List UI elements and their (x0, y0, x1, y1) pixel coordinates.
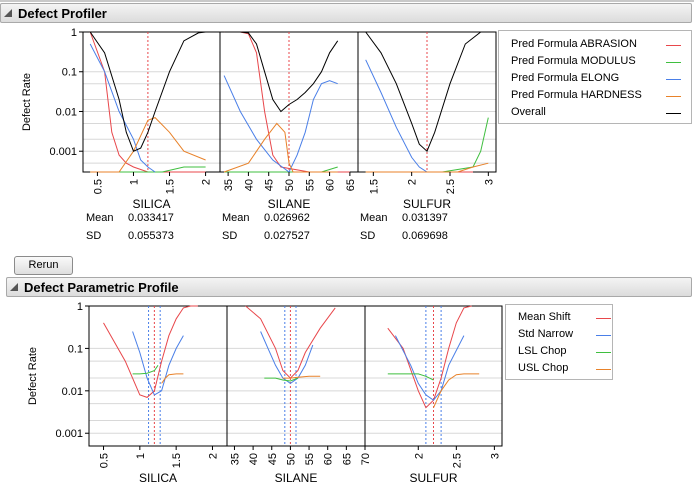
y-tick-label: 0.01 (55, 106, 77, 119)
panel-silica (83, 32, 220, 211)
defect-profiler-legend (498, 30, 692, 124)
x-tick-label: 50 (285, 453, 298, 466)
x-tick-label: 2 (413, 453, 426, 460)
x-tick-label: 55 (304, 453, 317, 466)
silica-sd-label: SD (86, 230, 102, 242)
defect-profiler-chart (0, 24, 500, 214)
series-mean-shift (104, 306, 198, 397)
x-axis-label: SILANE (267, 197, 311, 211)
collapse-triangle-icon[interactable] (10, 283, 18, 291)
x-tick-label: 1.5 (368, 179, 381, 195)
x-tick-label: 65 (341, 453, 354, 466)
x-tick-label: 1 (134, 453, 147, 460)
x-tick-label: 50 (284, 179, 296, 192)
x-tick-label: 55 (304, 179, 317, 192)
x-tick-label: 45 (266, 453, 279, 466)
defect-parametric-profile-title: Defect Parametric Profile (24, 280, 179, 295)
x-tick-label: 2.5 (445, 179, 457, 195)
series-pred-formula-modulus (224, 167, 338, 172)
x-tick-label: 2.5 (451, 453, 464, 469)
y-tick-label: 0.001 (55, 428, 83, 441)
legend-item-hardness[interactable]: Pred Formula HARDNESS (511, 89, 642, 105)
x-axis-label: SILANE (274, 471, 318, 485)
silane-mean-label: Mean (222, 212, 250, 224)
panel-silane (220, 32, 358, 211)
legend-item-overall[interactable]: Overall (511, 106, 546, 122)
y-tick-label: 0.1 (67, 343, 83, 356)
x-axis-label: SULFUR (402, 197, 452, 211)
panel-silica (89, 306, 227, 485)
defect-parametric-profile-chart (0, 298, 500, 486)
silica-sd-value: 0.055373 (128, 230, 174, 242)
defect-profiler-title: Defect Profiler (18, 6, 107, 21)
x-tick-label: 1.5 (164, 179, 177, 195)
x-tick-label: 40 (243, 179, 256, 192)
legend-item-lsl-chop[interactable]: LSL Chop (518, 345, 567, 361)
x-tick-label: 3 (483, 179, 496, 186)
silane-sd-value: 0.027527 (264, 230, 310, 242)
silane-mean-value: 0.026962 (264, 212, 310, 224)
sulfur-sd-label: SD (360, 230, 376, 242)
x-tick-label: 60 (322, 453, 335, 466)
y-tick-label: 0.1 (61, 66, 77, 79)
legend-item-elong[interactable]: Pred Formula ELONG (511, 72, 619, 88)
y-tick-label: 0.01 (61, 385, 83, 398)
silica-mean-value: 0.033417 (128, 212, 174, 224)
legend-item-modulus[interactable]: Pred Formula MODULUS (511, 55, 636, 71)
defect-parametric-profile-header[interactable] (6, 277, 692, 297)
window-top-strip (0, 0, 694, 2)
series-pred-formula-elong (366, 60, 435, 172)
x-tick-label: 60 (324, 179, 337, 192)
legend-item-std-narrow[interactable]: Std Narrow (518, 328, 573, 344)
series-std-narrow (261, 332, 313, 384)
x-tick-label: 65 (344, 179, 357, 192)
x-tick-label: 1.5 (171, 453, 184, 469)
series-std-narrow (133, 332, 184, 395)
panel-silane (227, 306, 372, 485)
x-tick-label: 40 (248, 453, 261, 466)
x-tick-label: 2 (200, 179, 213, 186)
silane-sd-label: SD (222, 230, 238, 242)
x-tick-label: 45 (263, 179, 276, 192)
x-tick-label: 2 (207, 453, 220, 460)
x-tick-label: 3 (489, 453, 502, 460)
x-tick-label: 35 (229, 453, 242, 466)
defect-profiler-header[interactable] (0, 3, 692, 23)
y-axis-label: Defect Rate (21, 72, 33, 132)
series-overall (90, 32, 220, 151)
x-axis-label: SILICA (138, 471, 178, 485)
rerun-button[interactable]: Rerun (14, 256, 73, 275)
x-tick-label: 35 (223, 179, 236, 192)
sulfur-mean-value: 0.031397 (402, 212, 448, 224)
y-axis-label: Defect Rate (27, 346, 39, 406)
series-pred-formula-hardness (224, 123, 338, 172)
x-axis-label: SULFUR (409, 471, 458, 485)
x-tick-label: 0.5 (98, 453, 111, 469)
x-axis-label: SILICA (132, 197, 171, 211)
y-tick-label: 0.001 (49, 146, 77, 159)
silica-mean-label: Mean (86, 212, 114, 224)
series-pred-formula-elong (90, 44, 155, 172)
collapse-triangle-icon[interactable] (4, 9, 12, 17)
x-tick-label: 2 (406, 179, 419, 186)
series-lsl-chop (388, 374, 434, 380)
panel-sulfur (358, 32, 496, 211)
series-mean-shift (388, 306, 472, 408)
panel-sulfur (365, 306, 502, 485)
legend-item-abrasion[interactable]: Pred Formula ABRASION (511, 38, 637, 54)
x-tick-label: 1 (128, 179, 141, 186)
legend-item-mean-shift[interactable]: Mean Shift (518, 311, 571, 327)
sulfur-sd-value: 0.069698 (402, 230, 448, 242)
y-tick-label: 1 (76, 301, 83, 313)
y-tick-label: 1 (70, 27, 77, 39)
sulfur-mean-label: Mean (360, 212, 388, 224)
series-usl-chop (162, 374, 184, 384)
x-tick-label: 0.5 (92, 179, 105, 195)
legend-item-usl-chop[interactable]: USL Chop (518, 362, 568, 378)
x-tick-label: 70 (360, 453, 372, 466)
parametric-profile-legend (505, 304, 613, 380)
